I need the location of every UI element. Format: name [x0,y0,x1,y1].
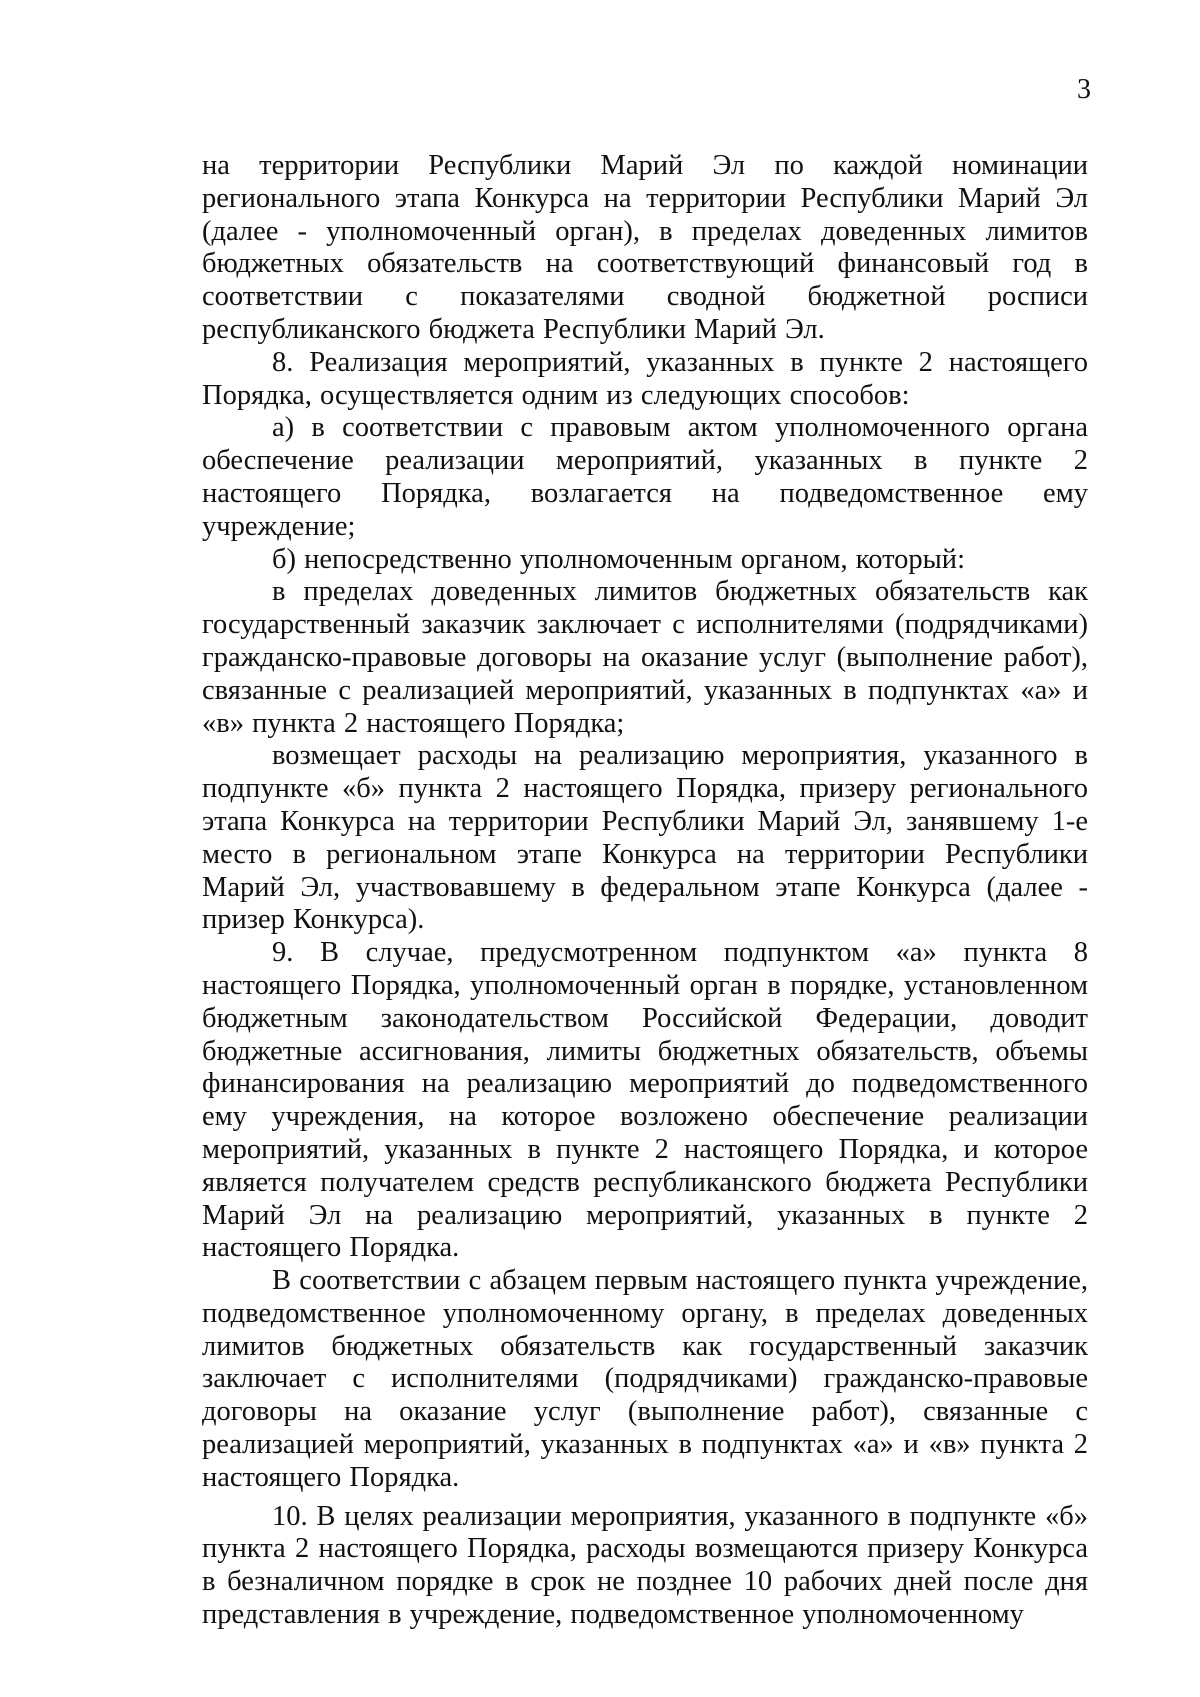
paragraph-item-9-second: В соответствии с абзацем первым настоящего пункта учреждение, подведомственное уполномоченному органу, в пределах доведенных лимитов бюджетных обязательств как государственный заказчик заключает с исполнителями (подрядчиками) гражданско-правовые договоры на оказание услуг (выполнение работ), связанные с реализацией мероприятий, указанных в подпунктах «а» и «в» пункта 2 настоящего Порядка. [202,1265,1088,1493]
paragraph-subitem-a: а) в соответствии с правовым актом уполномоченного органа обеспечение реализации мероприятий, указанных в пункте 2 настоящего Порядка, возлагается на подведомственное ему учреждение; [202,412,1088,542]
paragraph-item-8: 8. Реализация мероприятий, указанных в пункте 2 настоящего Порядка, осуществляется одним из следующих способов: [202,346,1088,411]
document-body [202,150,1088,1632]
paragraph-item-9: 9. В случае, предусмотренном подпунктом «а» пункта 8 настоящего Порядка, уполномоченный орган в порядке, установленном бюджетным законодательством Российской Федерации, доводит бюджетные ассигнования, лимиты бюджетных обязательств, объемы финансирования на реализацию мероприятий до подведомственного ему учреждения, на которое возложено обеспечение реализации мероприятий, указанных в пункте 2 настоящего Порядка, и которое является получателем средств республиканского бюджета Республики Марий Эл на реализацию мероприятий, указанных в пункте 2 настоящего Порядка. [202,937,1088,1264]
paragraph-subitem-b-reimbursement: возмещает расходы на реализацию мероприятия, указанного в подпункте «б» пункта 2 настоящего Порядка, призеру регионального этапа Конкурса на территории Республики Марий Эл, занявшему 1-е место в региональном этапе Конкурса на территории Республики Марий Эл, участвовавшему в федеральном этапе Конкурса (далее - призер Конкурса). [202,740,1088,936]
page-number: 3 [1077,74,1091,105]
paragraph-subitem-b: б) непосредственно уполномоченным органом, который: [272,543,965,575]
paragraph-continuation: на территории Республики Марий Эл по каждой номинации регионального этапа Конкурса на территории Республики Марий Эл (далее - уполномоченный орган), в пределах доведенных лимитов бюджетных обязательств на соответствующий финансовый год в соответствии с показателями сводной бюджетной росписи республиканского бюджета Республики Марий Эл. [202,150,1088,345]
paragraph-subitem-b-contracts: в пределах доведенных лимитов бюджетных обязательств как государственный заказчик заключает с исполнителями (подрядчиками) гражданско-правовые договоры на оказание услуг (выполнение работ), связанные с реализацией мероприятий, указанных в подпунктах «а» и «в» пункта 2 настоящего Порядка; [202,576,1088,739]
paragraph-item-10: 10. В целях реализации мероприятия, указанного в подпункте «б» пункта 2 настоящего Порядка, расходы возмещаются призеру Конкурса в безналичном порядке в срок не позднее 10 рабочих дней после дня представления в учреждение, подведомственное уполномоченному [202,1500,1088,1631]
